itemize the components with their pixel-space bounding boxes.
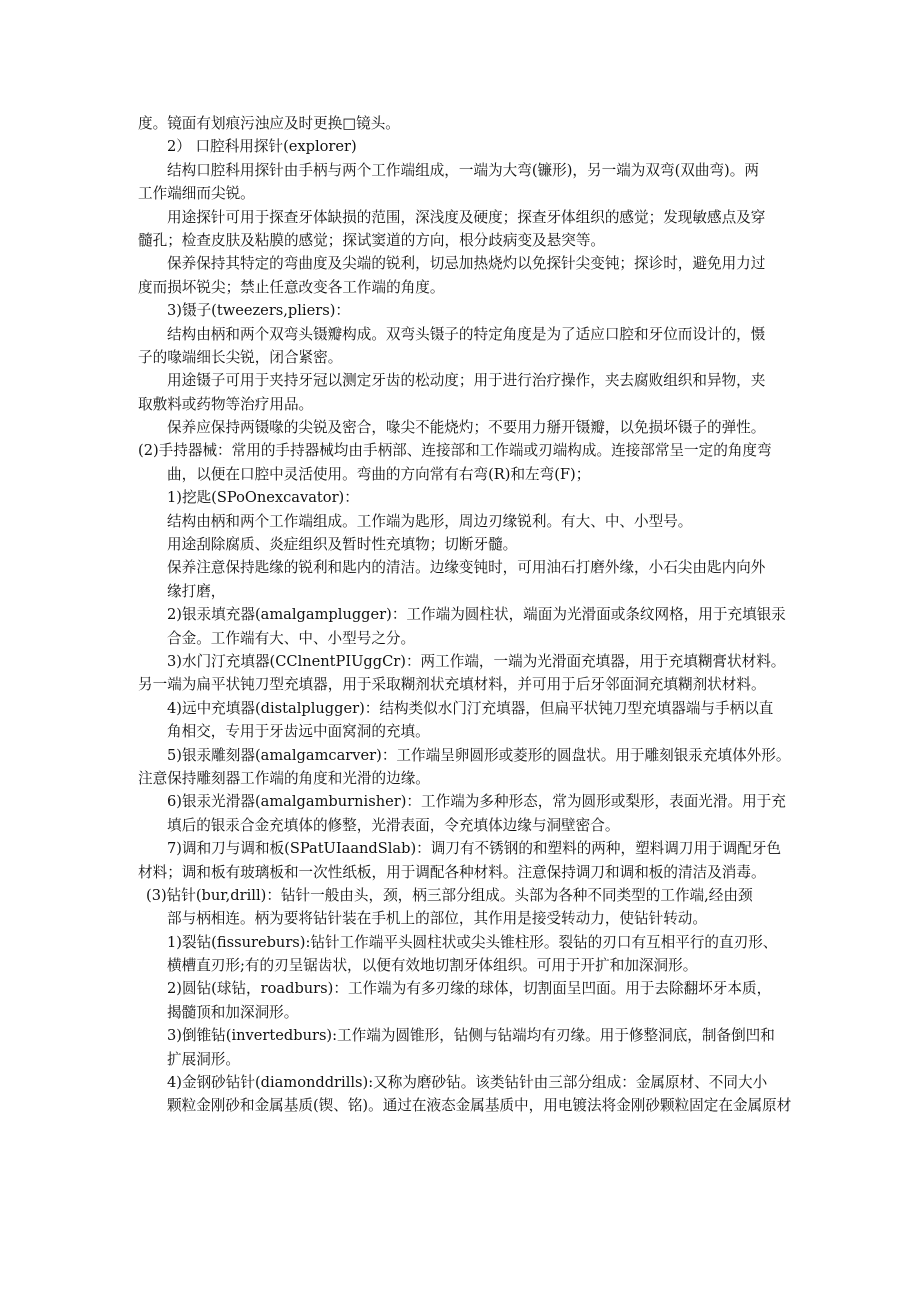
text-line: 结构由柄和两个双弯头镊瓣构成。双弯头镊子的特定角度是为了适应口腔和牙位而设计的，慑 [167,325,766,343]
text-line: 曲，以便在口腔中灵活使用。弯曲的方向常有右弯(R)和左弯(F)； [167,465,591,483]
text-line: 度。镜面有划痕污浊应及时更换□镜头。 [138,115,400,132]
text-line: 保养保持其特定的弯曲度及尖端的锐利，切忌加热烧灼以免探针尖变钝；探诊时，避免用力过 [167,255,766,273]
text-line: 3)镊子(tweezers,pliers)： [167,302,350,320]
text-line: 结构由柄和两个工作端组成。工作端为匙形，周边刃缘锐利。有大、中、小型号。 [167,512,693,530]
text-line: 2)圆钻(球钻，roadburs)：工作端为有多刃缘的球体，切割面呈凹面。用于去除翻坏牙本质， [167,980,772,998]
text-line: 用途镊子可用于夹持牙冠以测定牙齿的松动度；用于进行治疗操作，夹去腐败组织和异物，夹 [167,372,766,390]
text-line: 填后的银汞合金充填体的修整，光滑表面，令充填体边缘与洞壁密合。 [167,816,620,834]
text-line: 扩展洞形。 [167,1050,240,1068]
text-line: 1)挖匙(SPoOnexcavator)： [167,489,359,507]
text-line: 保养注意保持匙缘的锐利和匙内的清洁。边缘变钝时，可用油石打磨外缘，小石尖由匙内向外 [167,559,766,577]
text-line: 结构口腔科用探针由手柄与两个工作端组成，一端为大弯(镰形)，另一端为双弯(双曲弯)。两 [167,161,759,179]
text-line: 用途刮除腐质、炎症组织及暂时性充填物；切断牙髓。 [167,536,518,554]
text-line: 用途探针可用于探查牙体缺损的范围，深浅度及硬度；探查牙体组织的感觉；发现敏感点及穿 [167,208,766,226]
text-line: 部与柄相连。柄为要将钻针装在手机上的部位，其作用是接受转动力，使钻针转动。 [167,910,707,928]
text-line: 3)倒锥钻(invertedburs):工作端为圆锥形，钻侧与钻端均有刃缘。用于修整洞底，制备倒凹和 [167,1027,775,1045]
text-line: 6)银汞光滑器(amalgamburnisher)：工作端为多种形态，常为圆形或梨形，表面光滑。用于充 [167,793,786,811]
text-line: 合金。工作端有大、中、小型号之分。 [167,629,416,647]
text-line: 度而损坏锐尖；禁止任意改变各工作端的角度。 [138,278,445,296]
text-line: 髓孔；检查皮肤及粘膜的感觉；探试窦道的方向，根分歧病变及悬突等。 [138,231,606,249]
text-line: 4)金钢砂钻针(diamonddrills):又称为磨砂钻。该类钻针由三部分组成：金属原材、不同大小 [167,1074,768,1092]
document-page [138,112,828,1118]
text-line: 颗粒金刚砂和金属基质(锲、铭)。通过在液态金属基质中，用电镀法将金刚砂颗粒固定在金属原材 [167,1097,792,1115]
text-line: 横槽直刃形;有的刃呈锯齿状，以便有效地切割牙体组织。可用于开扩和加深洞形。 [167,957,698,975]
text-line: 揭髓顶和加深洞形。 [167,1003,299,1021]
text-line: 子的喙端细长尖锐，闭合紧密。 [138,348,343,366]
text-line: 角相交，专用于牙齿远中面窝洞的充填。 [167,723,430,741]
text-line: 3)水门汀充填器(CClnentPIUggCr)：两工作端，一端为光滑面充填器，用于充填糊膏状材料。 [167,652,786,670]
text-line: 缘打磨， [167,582,226,600]
text-line: 4)远中充填器(distalplugger)：结构类似水门汀充填器，但扁平状钝刀型充填器端与手柄以直 [167,699,774,717]
text-line: 7)调和刀与调和板(SPatUIaandSlab)：调刀有不锈钢的和塑料的两种，塑料调刀用于调配牙色 [167,840,782,858]
text-line: 材料；调和板有玻璃板和一次性纸板，用于调配各种材料。注意保持调刀和调和板的清洁及消毒。 [138,863,766,881]
text-line: 注意保持雕刻器工作端的角度和光滑的边缘。 [138,769,430,787]
text-line: 5)银汞雕刻器(amalgamcarver)：工作端呈卵圆形或菱形的圆盘状。用于雕刻银汞充填体外形。 [167,746,791,764]
text-line: 2)银汞填充器(amalgamplugger)：工作端为圆柱状，端面为光滑面或条纹网格，用于充填银汞 [167,606,786,624]
text-line: 1)裂钻(fissureburs):钻针工作端平头圆柱状或尖头锥柱形。裂钻的刃口有互相平行的直刃形、 [167,933,778,951]
text-line: 2） 口腔科用探针(explorer) [167,138,357,156]
text-line: 另一端为扁平状钝刀型充填器，用于采取糊剂状充填材料，并可用于后牙邻面洞充填糊剂状材料。 [138,676,766,694]
text-line: 保养应保持两镊喙的尖锐及密合，喙尖不能烧灼；不要用力掰开镊瓣，以免损坏镊子的弹性。 [167,419,766,437]
text-line: (3)钻针(bur,drill)：钻针一般由头，颈，柄三部分组成。头部为各种不同类型的工作端,经由颈 [146,886,753,904]
text-line: 取敷料或药物等治疗用品。 [138,395,314,413]
text-line: 工作端细而尖锐。 [138,185,255,203]
text-line: (2)手持器械：常用的手持器械均由手柄部、连接部和工作端或刃端构成。连接部常呈一定的角度弯 [138,442,772,460]
